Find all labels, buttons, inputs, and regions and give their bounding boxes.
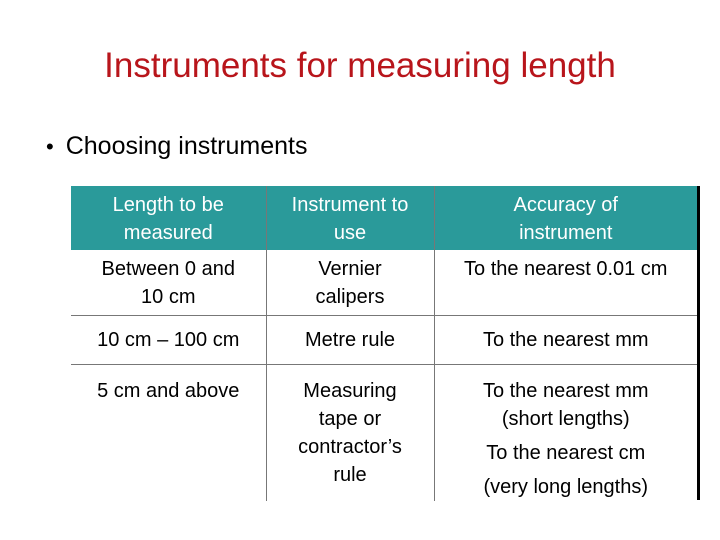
cell-length: [71, 250, 266, 316]
cell-text: 10 cm: [141, 285, 196, 308]
slide-title: Instruments for measuring length: [104, 46, 616, 85]
header-instrument: [266, 186, 434, 250]
cell-text: To the nearest 0.01 cm: [464, 258, 668, 280]
cell-text: To the nearest mm: [482, 329, 649, 351]
header-length-line-2: measured: [123, 222, 213, 244]
header-accuracy: [434, 186, 697, 250]
header-length-line-1: Length to be: [112, 194, 224, 216]
cell-text: Vernier: [318, 257, 382, 280]
bullet-icon: •: [46, 133, 54, 159]
cell-length: [71, 365, 266, 502]
cell-accuracy: [434, 316, 697, 365]
cell-text: To the nearest cm: [486, 442, 646, 464]
cell-text: rule: [333, 464, 367, 486]
cell-text: Metre rule: [304, 329, 396, 351]
header-instrument-line-1: Instrument to: [291, 194, 409, 216]
instrument-table-shadow: [71, 186, 700, 500]
table-header-row: [71, 186, 697, 250]
table-row: [71, 250, 697, 316]
cell-instrument: [266, 316, 434, 365]
table-row: [71, 316, 697, 365]
cell-text: Between 0 and: [101, 257, 235, 280]
cell-accuracy: [434, 250, 697, 316]
cell-text: 10 cm – 100 cm: [97, 329, 240, 351]
cell-text: contractor’s: [298, 436, 402, 458]
header-accuracy-line-2: instrument: [519, 222, 613, 244]
cell-instrument: [266, 365, 434, 502]
bullet-text: Choosing instruments: [65, 132, 308, 160]
header-instrument-line-2: use: [333, 222, 367, 244]
cell-text: Measuring: [303, 380, 397, 402]
cell-length: [71, 316, 266, 365]
table-row: [71, 365, 697, 502]
cell-instrument: [266, 250, 434, 316]
instrument-table: [71, 186, 697, 501]
bullet-item: [46, 132, 308, 161]
cell-accuracy: [434, 365, 697, 502]
cell-text: 5 cm and above: [97, 380, 240, 402]
cell-text: To the nearest mm: [482, 380, 649, 402]
cell-text: (very long lengths): [483, 476, 649, 498]
header-accuracy-line-1: Accuracy of: [513, 194, 618, 216]
cell-text: calipers: [315, 285, 385, 308]
header-length: [71, 186, 266, 250]
cell-text: (short lengths): [501, 408, 630, 430]
cell-text: tape or: [318, 408, 382, 430]
